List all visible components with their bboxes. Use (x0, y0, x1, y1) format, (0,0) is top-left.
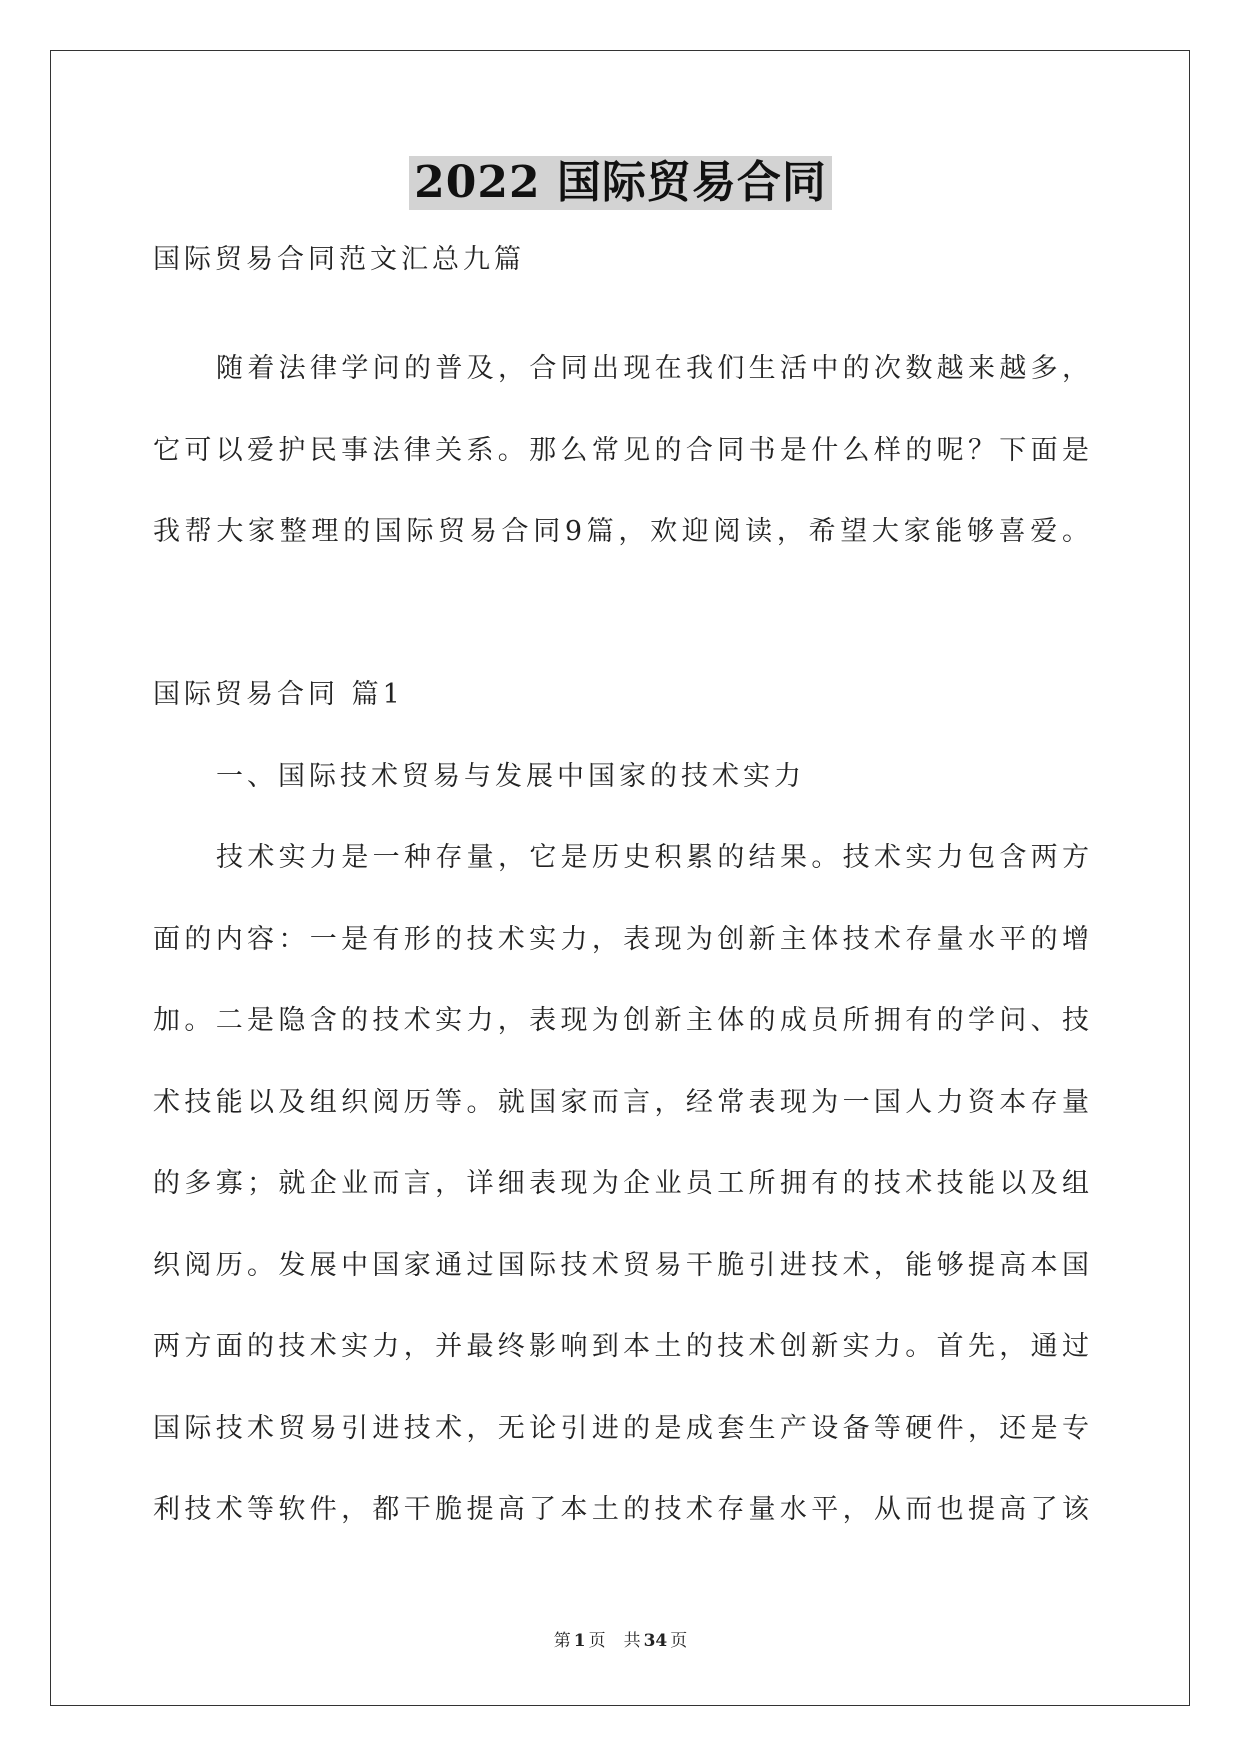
body-line: 加。二是隐含的技术实力，表现为创新主体的成员所拥有的学问、技 (153, 1005, 1089, 1037)
body-line: 织阅历。发展中国家通过国际技术贸易干脆引进技术，能够提高本国 (153, 1249, 1089, 1281)
total-pages: 34 (643, 1631, 668, 1651)
body-line: 面的内容：一是有形的技术实力，表现为创新主体技术存量水平的增 (153, 923, 1089, 955)
document-title: 2022 国际贸易合同 (409, 156, 832, 210)
intro-line: 它可以爱护民事法律关系。那么常见的合同书是什么样的呢？下面是 (153, 434, 1089, 466)
page-prefix: 第 (553, 1631, 571, 1651)
page-suffix: 页 (588, 1631, 606, 1651)
document-subtitle: 国际贸易合同范文汇总九篇 (153, 244, 525, 275)
document-body (153, 219, 1089, 1551)
body-line: 两方面的技术实力，并最终影响到本土的技术创新实力。首先，通过 (153, 1331, 1089, 1363)
body-line: 术技能以及组织阅历等。就国家而言，经常表现为一国人力资本存量 (153, 1086, 1089, 1118)
spacer (153, 573, 1089, 655)
title-container (0, 156, 1241, 210)
page-footer (0, 1629, 1241, 1653)
total-prefix: 共 (623, 1631, 641, 1651)
body-line: 利技术等软件，都干脆提高了本土的技术存量水平，从而也提高了该 (153, 1494, 1089, 1526)
body-line: 国际技术贸易引进技术，无论引进的是成套生产设备等硬件，还是专 (153, 1412, 1089, 1444)
intro-line: 随着法律学问的普及，合同出现在我们生活中的次数越来越多， (216, 353, 1089, 385)
page-number: 1 (573, 1631, 586, 1651)
section-heading: 国际贸易合同 篇1 (153, 679, 404, 711)
item-heading: 一、国际技术贸易与发展中国家的技术实力 (216, 760, 805, 792)
intro-line: 我帮大家整理的国际贸易合同9篇，欢迎阅读，希望大家能够喜爱。 (153, 516, 1089, 548)
spacer (153, 301, 1089, 329)
total-suffix: 页 (670, 1631, 688, 1651)
body-line: 的多寡；就企业而言，详细表现为企业员工所拥有的技术技能以及组 (153, 1168, 1089, 1200)
body-line: 技术实力是一种存量，它是历史积累的结果。技术实力包含两方 (216, 842, 1089, 874)
